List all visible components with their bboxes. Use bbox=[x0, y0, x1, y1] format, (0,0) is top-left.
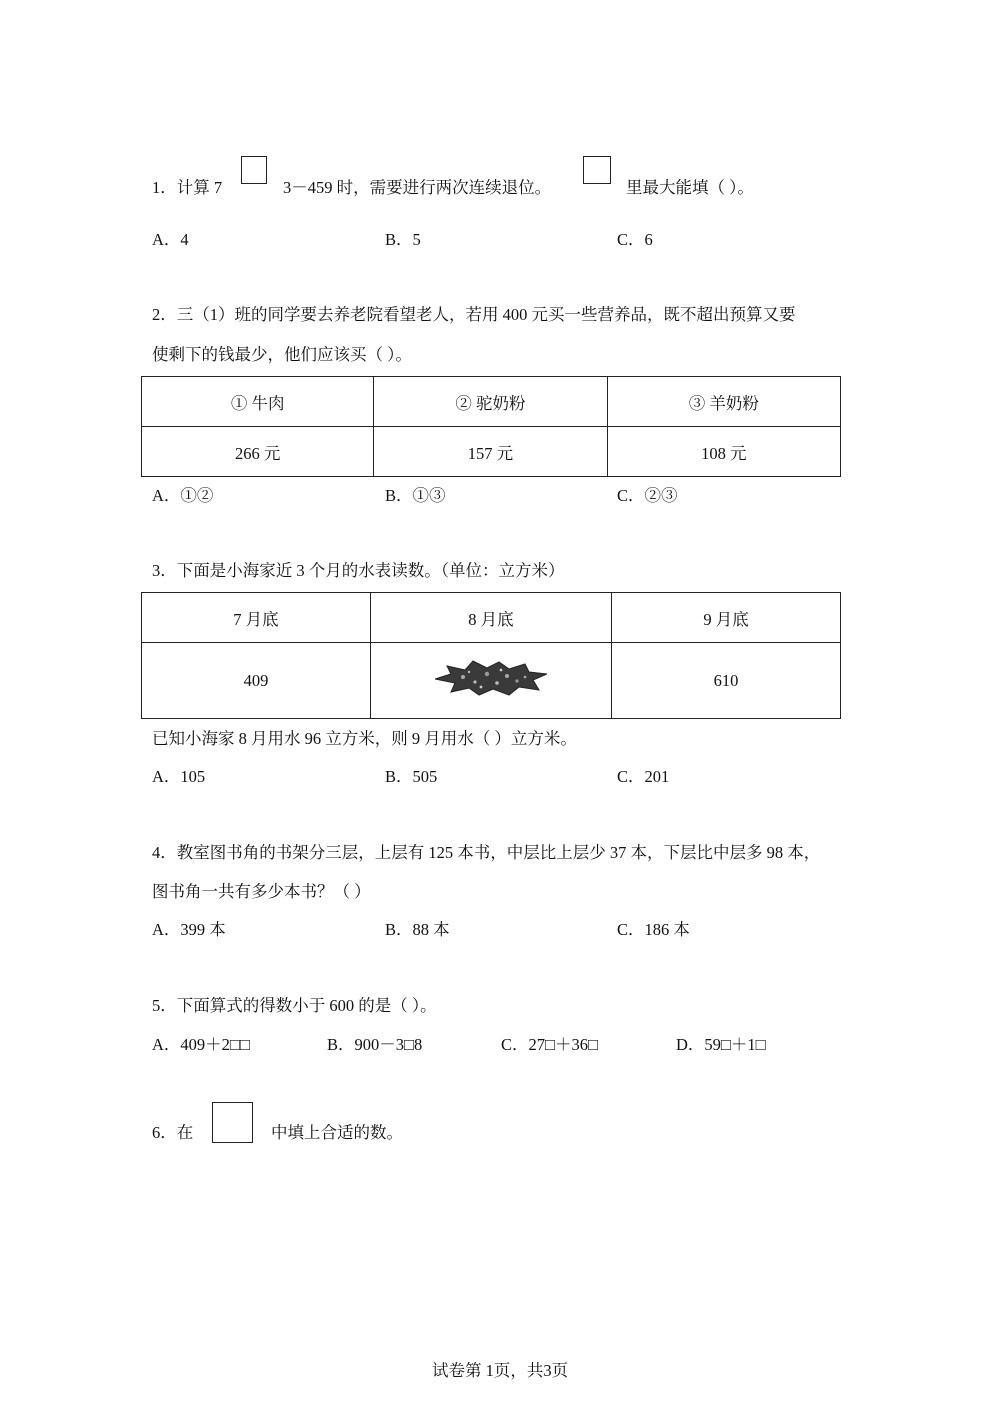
q4-option-a[interactable]: A．399 本 bbox=[152, 920, 226, 939]
q1-option-b[interactable]: B．5 bbox=[385, 230, 421, 249]
q2-line2: 使剩下的钱最少，他们应该买（ ）。 bbox=[152, 345, 412, 364]
q1-option-a[interactable]: A．4 bbox=[152, 230, 189, 249]
page-footer: 试卷第 1页，共3页 bbox=[431, 1361, 569, 1380]
q3-option-c[interactable]: C．201 bbox=[617, 767, 670, 786]
q5-option-d[interactable]: D．59□＋1□ bbox=[676, 1035, 766, 1054]
q3-line2: 已知小海家 8 月用水 96 立方米，则 9 月用水（ ）立方米。 bbox=[152, 729, 577, 748]
q1-answer-box-2 bbox=[583, 156, 611, 184]
q6-answer-box bbox=[212, 1102, 253, 1143]
q2-line1: 2．三（1）班的同学要去养老院看望老人，若用 400 元买一些营养品，既不超出预算又要 bbox=[152, 305, 796, 324]
q4-line1: 4．教室图书角的书架分三层，上层有 125 本书，中层比上层少 37 本，下层比中层多 98 本， bbox=[152, 843, 821, 862]
q6-prefix: 6．在 bbox=[152, 1123, 194, 1142]
q3-obscured-cell bbox=[370, 643, 611, 719]
q2-option-a[interactable]: A．①② bbox=[152, 486, 214, 505]
q3-value-cell: 610 bbox=[612, 643, 841, 719]
q2-value-cell: 108 元 bbox=[607, 427, 840, 477]
q3-meter-table bbox=[141, 592, 841, 719]
q4-line2: 图书角一共有多少本书？（ ） bbox=[152, 882, 371, 901]
q3-line1: 3．下面是小海家近 3 个月的水表读数。（单位：立方米） bbox=[152, 561, 565, 580]
q2-header-cell: ③ 羊奶粉 bbox=[607, 377, 840, 427]
q5-option-a[interactable]: A．409＋2□□ bbox=[152, 1035, 250, 1054]
q4-option-b[interactable]: B．88 本 bbox=[385, 920, 450, 939]
q2-header-cell: ② 驼奶粉 bbox=[374, 377, 607, 427]
q3-header-cell: 7 月底 bbox=[142, 593, 371, 643]
q3-option-a[interactable]: A．105 bbox=[152, 767, 206, 786]
q2-value-cell: 266 元 bbox=[142, 427, 374, 477]
q1-mid: 3－459 时，需要进行两次连续退位。 bbox=[283, 178, 552, 197]
q1-answer-box-1 bbox=[241, 156, 267, 184]
q5-line1: 5．下面算式的得数小于 600 的是（ ）。 bbox=[152, 996, 437, 1015]
q2-option-b[interactable]: B．①③ bbox=[385, 486, 446, 505]
q6-suffix: 中填上合适的数。 bbox=[271, 1123, 403, 1142]
q2-option-c[interactable]: C．②③ bbox=[617, 486, 678, 505]
q3-option-b[interactable]: B．505 bbox=[385, 767, 438, 786]
q1-prefix: 1．计算 7 bbox=[152, 178, 223, 197]
q5-option-c[interactable]: C．27□＋36□ bbox=[501, 1035, 598, 1054]
q3-header-cell: 9 月底 bbox=[612, 593, 841, 643]
q2-value-cell: 157 元 bbox=[374, 427, 607, 477]
q3-value-cell: 409 bbox=[142, 643, 371, 719]
q4-option-c[interactable]: C．186 本 bbox=[617, 920, 690, 939]
q2-header-cell: ① 牛肉 bbox=[142, 377, 374, 427]
q3-header-cell: 8 月底 bbox=[370, 593, 611, 643]
ink-blot-icon bbox=[435, 660, 547, 696]
q2-price-table bbox=[141, 376, 841, 477]
q1-option-c[interactable]: C．6 bbox=[617, 230, 653, 249]
q5-option-b[interactable]: B．900－3□8 bbox=[327, 1035, 423, 1054]
q1-suffix: 里最大能填（ ）。 bbox=[626, 178, 754, 197]
